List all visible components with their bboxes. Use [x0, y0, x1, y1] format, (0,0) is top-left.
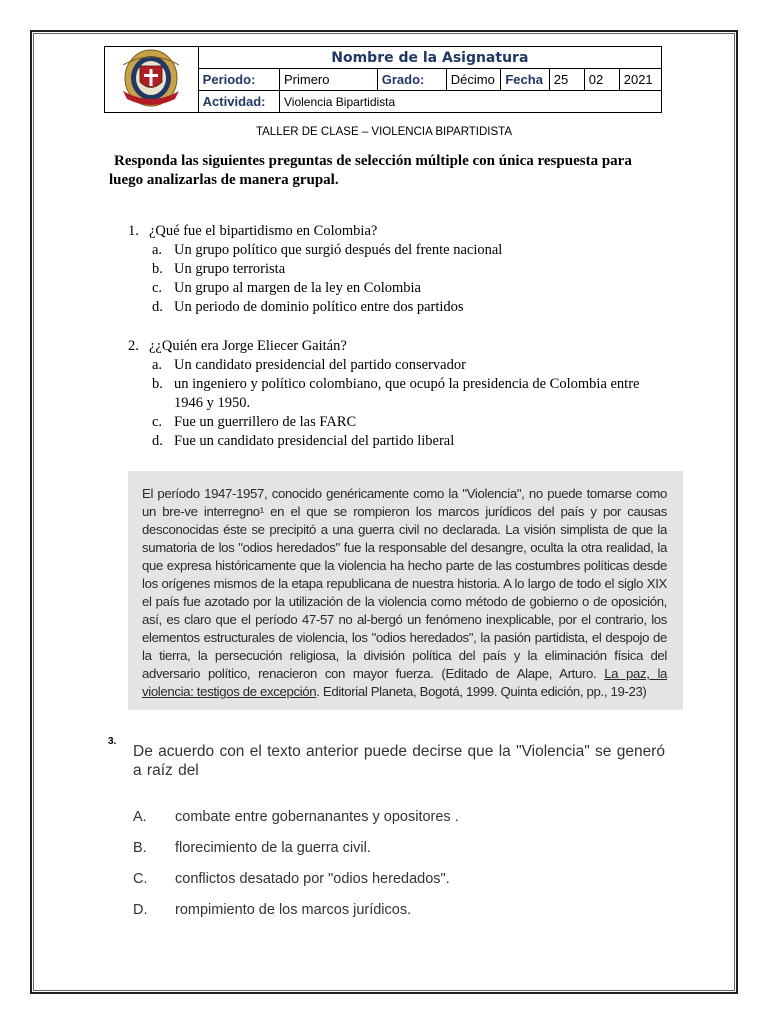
activity-value: Violencia Bipartidista [279, 91, 661, 113]
date-year: 2021 [619, 69, 661, 91]
reading-passage [128, 471, 683, 710]
option-text: Un grupo al margen de la ley en Colombia [174, 280, 421, 296]
date-day: 25 [549, 69, 584, 91]
option-letter: d. [152, 433, 163, 449]
option-letter: a. [152, 242, 163, 258]
option-text: combate entre gobernanantes y opositores . [175, 809, 459, 825]
question-text: ¿¿Quién era Jorge Eliecer Gaitán? [149, 338, 347, 354]
question-3-text: De acuerdo con el texto anterior puede decirse que la "Violencia" se generó a raíz del [133, 743, 665, 779]
option-text: Fue un candidato presidencial del partido liberal [174, 433, 455, 449]
reading-part-2: . Editorial Planeta, Bogotá, 1999. Quinta edición, pp., 19-23) [316, 684, 647, 699]
option-text: florecimiento de la guerra civil. [175, 840, 371, 856]
date-label: Fecha [501, 69, 549, 91]
option-letter: a. [152, 357, 163, 373]
option-letter: C. [133, 871, 148, 887]
option-text: Un candidato presidencial del partido conservador [174, 357, 466, 373]
option-text: conflictos desatado por "odios heredados". [175, 871, 450, 887]
header-table [104, 46, 662, 113]
option-text: Un grupo terrorista [174, 261, 286, 277]
option-text: un ingeniero y político colombiano, que ocupó la presidencia de Colombia entre 1946 y 1950. [174, 376, 640, 411]
workshop-title: TALLER DE CLASE – VIOLENCIA BIPARTIDISTA [255, 126, 513, 138]
option-text: Un periodo de dominio político entre dos partidos [174, 299, 464, 315]
option-letter: A. [133, 809, 147, 825]
option-letter: c. [152, 280, 163, 296]
reading-text [142, 485, 667, 701]
option-text: rompimiento de los marcos jurídicos. [175, 902, 412, 918]
logo-cell [105, 47, 199, 113]
option-letter: d. [152, 299, 163, 315]
grade-label: Grado: [377, 69, 446, 91]
instructions: Responda las siguientes preguntas de selección múltiple con única respuesta para luego analizarlas de manera grupal. [109, 153, 632, 188]
date-month: 02 [584, 69, 619, 91]
activity-label: Actividad: [198, 91, 279, 113]
question-text: ¿Qué fue el bipartidismo en Colombia? [149, 223, 378, 239]
reading-book-title: La paz, la violencia: testigos de excepción [142, 666, 668, 699]
question-number: 1. [128, 223, 139, 239]
option-text: Un grupo político que surgió después del frente nacional [174, 242, 503, 258]
option-letter: D. [133, 902, 148, 918]
subject-title: Nombre de la Asignatura [198, 47, 661, 69]
option-letter: b. [152, 376, 163, 392]
option-letter: b. [152, 261, 163, 277]
grade-value: Décimo [446, 69, 501, 91]
option-letter: c. [152, 414, 163, 430]
period-label: Periodo: [198, 69, 279, 91]
question-number: 2. [128, 338, 139, 354]
option-letter: B. [133, 840, 147, 856]
option-text: Fue un guerrillero de las FARC [174, 414, 357, 430]
question-3-number: 3. [108, 736, 117, 747]
school-crest-icon [109, 47, 193, 109]
period-value: Primero [279, 69, 377, 91]
reading-part-1: El período 1947-1957, conocido genéricamente como la "Violencia", no puede tomarse como un bre-ve interregno¹ en el que se rompieron los marcos jurídicos del país y por causas desconocidas éste se precipitó a una guerra civil no declarada. La visión simplista de que la sumatoria de los "odios heredados" fue la responsable del desangre, oculta la otra realidad, la que expresa históricamente que la violencia ha hecho parte de las costumbres políticas desde los orígenes mismos de la etapa republicana de nuestra historia. A lo largo de todo el siglo XIX el país fue azotado por la utilización de la violencia como método de gobierno o de oposición, así, es claro que el período 47-57 no al-bergó un fenómeno inexplicable, por el contrario, los elementos estructurales de violencia, los "odios heredados", la pasión partidista, el despojo de la tierra, la persecución religiosa, la división política del país y la eliminación física del adversario político, renacieron con mayor fuerza. (Editado de Alape, Arturo. [142, 486, 667, 681]
